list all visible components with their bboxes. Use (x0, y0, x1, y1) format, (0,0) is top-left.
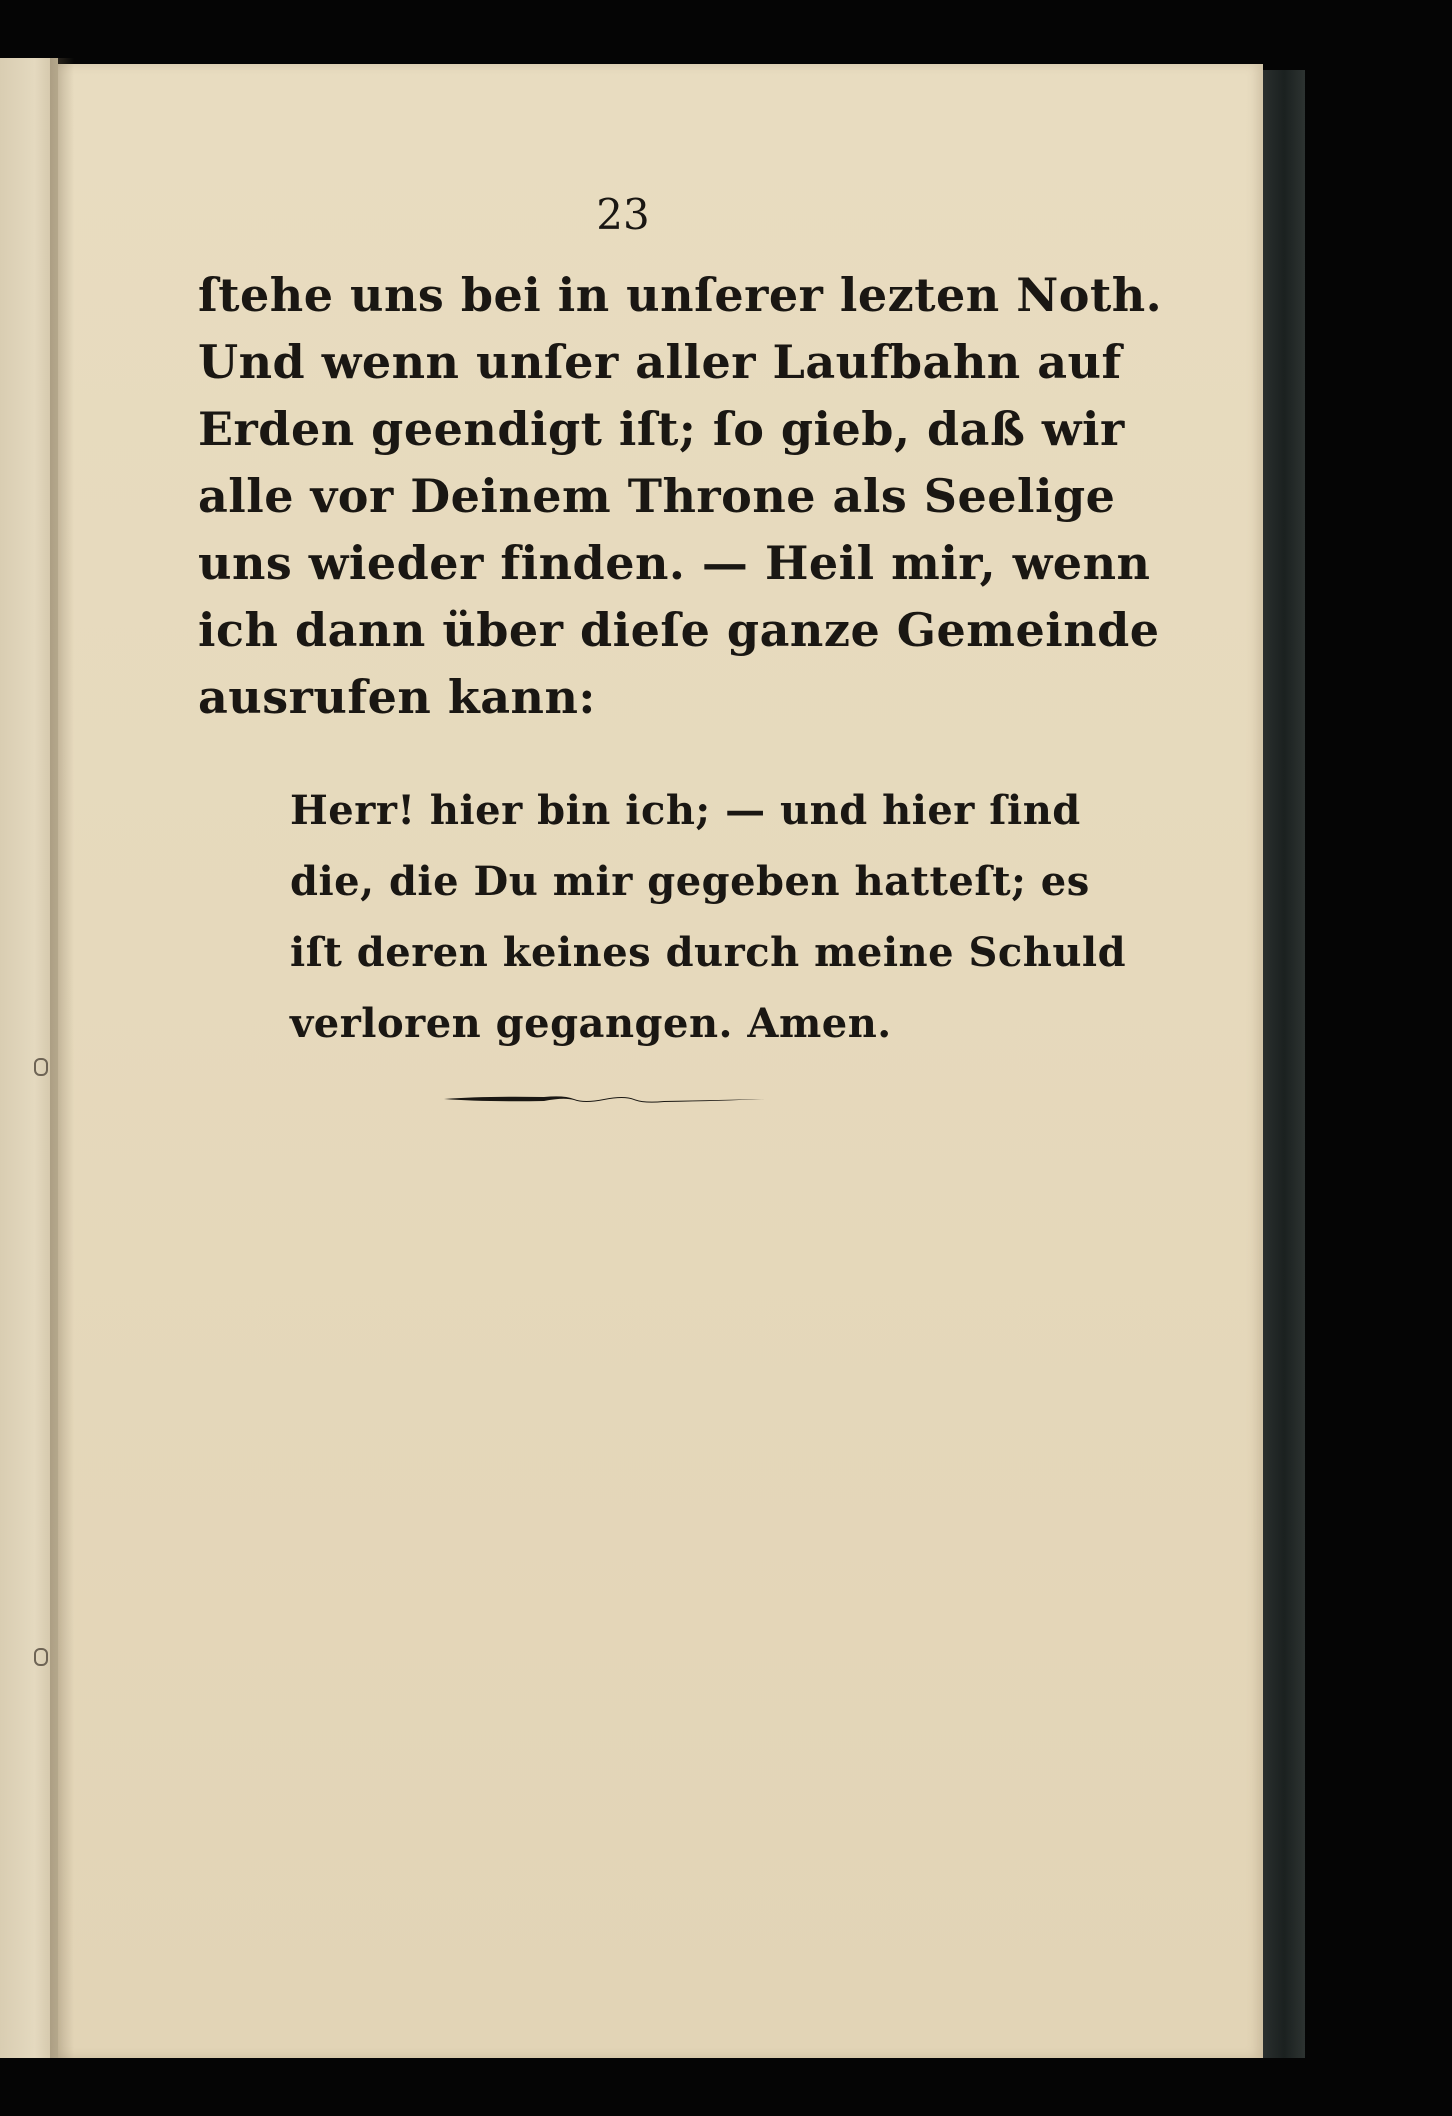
body-paragraph (198, 262, 1163, 731)
ornament-rule-icon (444, 1091, 764, 1107)
text-line: verloren gegangen. Amen. (290, 1000, 892, 1047)
text-line: Und wenn unſer aller Laufbahn auf (198, 335, 1122, 389)
text-line: ausrufen kann: (198, 670, 596, 724)
text-line: ſtehe uns bei in unſerer lezten Noth. (198, 268, 1163, 322)
text-line: alle vor Deinem Throne als Seelige (198, 469, 1116, 523)
text-line: Erden geendigt iſt; ſo gieb, daß wir (198, 402, 1125, 456)
page-gutter-shadow (50, 58, 74, 2058)
text-line: uns wieder finden. — Heil mir, wenn (198, 536, 1151, 590)
text-line: die, die Du mir gegeben hatteſt; es (290, 858, 1090, 905)
text-line: Herr! hier bin ich; — und hier ſind (290, 787, 1081, 834)
text-line: ich dann über dieſe ganze Gemeinde (198, 603, 1160, 657)
page-number: 23 (596, 190, 650, 239)
binding-stitch-icon (34, 1058, 48, 1076)
binding-stitch-icon (34, 1648, 48, 1666)
text-line: iſt deren keines durch meine Schuld (290, 929, 1127, 976)
book-cover-board (1263, 70, 1305, 2058)
page-text (198, 190, 1163, 1059)
prayer-paragraph (198, 775, 1127, 1059)
